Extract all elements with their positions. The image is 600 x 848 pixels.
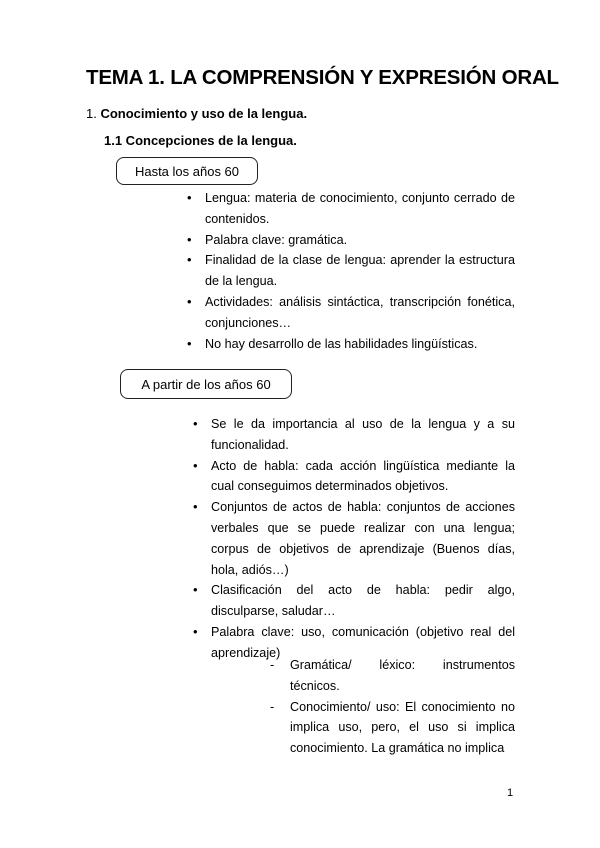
document-title: TEMA 1. LA COMPRENSIÓN Y EXPRESIÓN ORAL [86,66,559,89]
list-item-text: No hay desarrollo de las habilidades lingüísticas. [205,336,478,351]
bullet-icon: • [187,252,192,268]
bullet-icon: • [187,231,192,247]
list-item [187,188,515,230]
list-item [187,292,515,334]
page-number: 1 [507,787,514,799]
sublist-item [270,697,515,759]
bullet-icon: • [187,190,192,205]
list-item-text: Finalidad de la clase de lengua: aprender la estructura de la lengua. [205,253,515,289]
list-item-text: Acto de habla: cada acción lingüística mediante la cual conseguimos determinados objetivos. [211,458,515,494]
list-item [187,250,515,292]
list-item [193,580,515,622]
list-item [187,334,515,355]
section-number: 1. [86,106,97,121]
label-box-after-60s [120,369,292,399]
bullet-icon: • [193,457,198,473]
dash-icon: - [270,699,275,714]
bullet-icon: • [193,582,198,598]
label-box-text: A partir de los años 60 [141,376,271,392]
label-box-text: Hasta los años 60 [134,163,240,179]
list-item-text: Palabra clave: uso, comunicación (objetivo real del aprendizaje) [211,624,515,660]
sublist-item [270,655,515,697]
dash-icon: - [270,658,275,672]
bullet-list-before-60s [187,188,515,354]
list-item-text: Lengua: materia de conocimiento, conjunto cerrado de contenidos. [205,191,515,226]
bullet-icon: • [187,293,192,309]
list-item [193,456,515,498]
list-item [193,497,515,580]
sublist-item-text: Conocimiento/ uso: El conocimiento no implica uso, pero, el uso si implica conocimiento. La gramática no implica [290,699,515,756]
list-item [187,230,515,251]
section-heading-1 [86,106,307,121]
section-label: Conocimiento y uso de la lengua. [100,106,308,121]
list-item [193,414,515,456]
bullet-list-after-60s [193,414,515,664]
bullet-icon: • [193,499,198,515]
bullet-icon: • [187,335,192,351]
dash-sublist [270,655,515,759]
subsection-heading-1-1: 1.1 Concepciones de la lengua. [104,133,297,148]
list-item-text: Palabra clave: gramática. [205,232,348,247]
bullet-icon: • [193,416,198,431]
list-item-text: Clasificación del acto de habla: pedir algo, disculparse, saludar… [211,583,515,619]
sublist-item-text: Gramática/ léxico: instrumentos técnicos. [290,658,515,693]
bullet-icon: • [193,623,198,639]
list-item-text: Se le da importancia al uso de la lengua y a su funcionalidad. [211,417,515,452]
label-box-before-60s [116,157,258,185]
list-item-text: Actividades: análisis sintáctica, transcripción fonética, conjunciones… [205,294,515,330]
list-item-text: Conjuntos de actos de habla: conjuntos de acciones verbales que se puede realizar con una lengua; corpus de objetivos de aprendizaje (Buenos días, hola, adiós…) [211,500,515,577]
